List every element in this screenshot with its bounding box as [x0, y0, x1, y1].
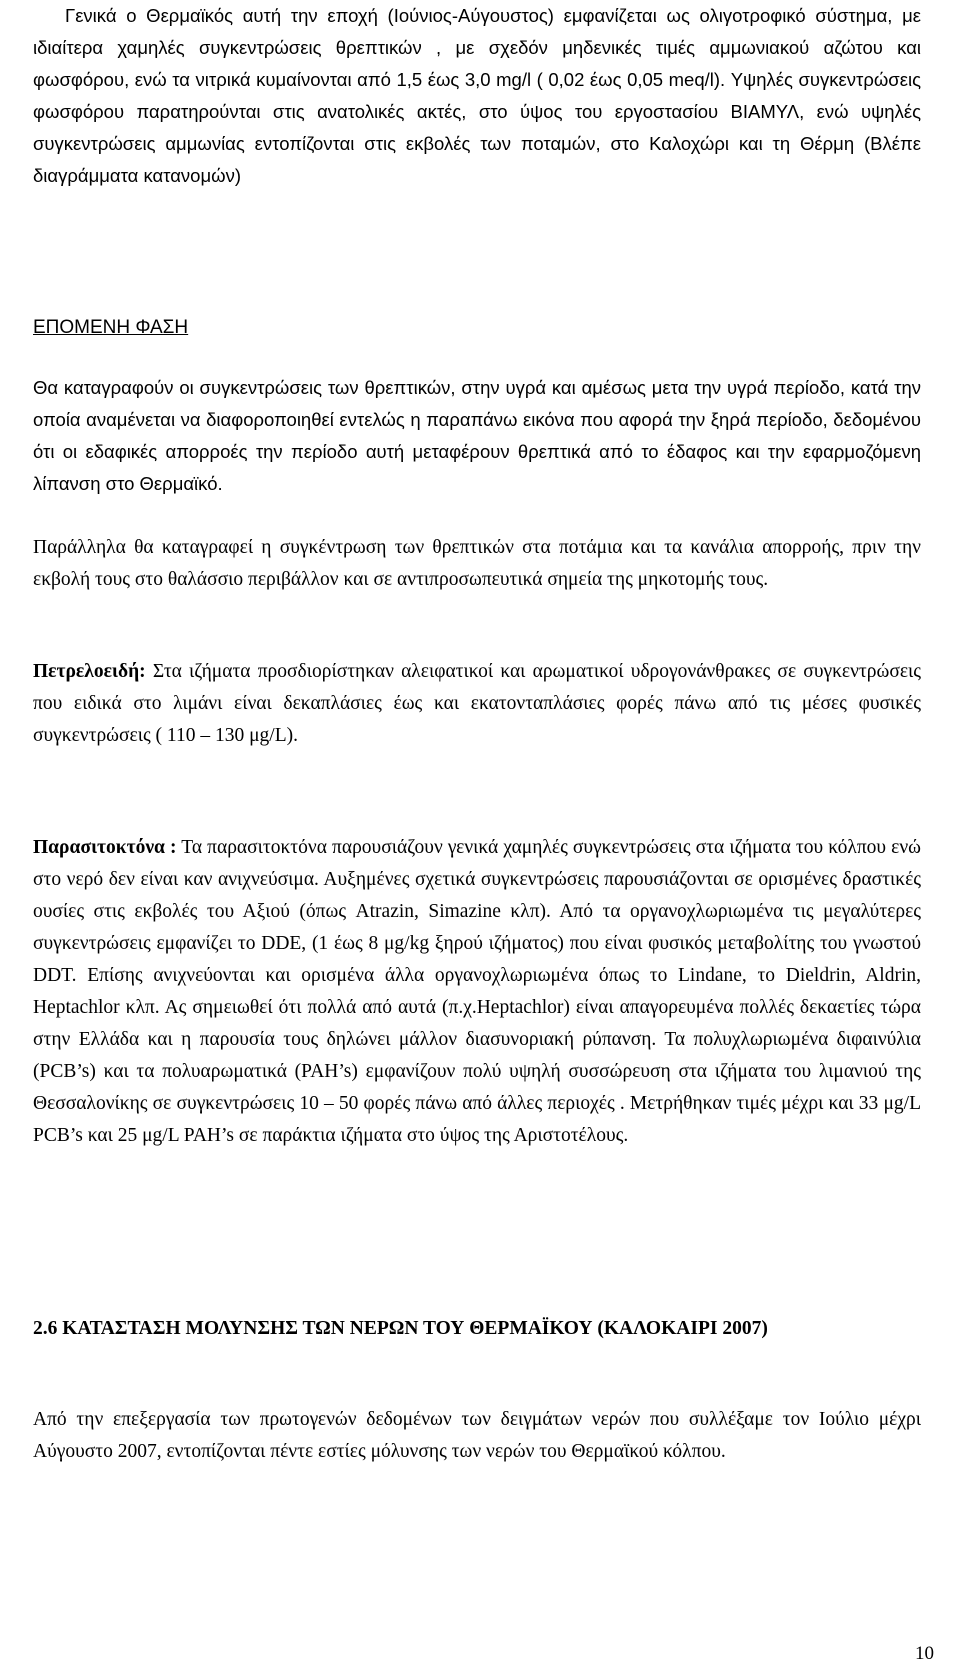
section-heading: 2.6 ΚΑΤΑΣΤΑΣΗ ΜΟΛΥΝΣΗΣ ΤΩΝ ΝΕΡΩΝ ΤΟΥ ΘΕΡΜΑΪΚΟΥ (ΚΑΛΟΚΑΙΡΙ 2007)	[33, 1318, 768, 1339]
paragraph-petroleum	[33, 656, 921, 752]
page-number: 10	[915, 1643, 934, 1664]
pesticides-label: Παρασιτοκτόνα :	[33, 837, 177, 858]
paragraph-nutrients-summary: Γενικά ο Θερμαϊκός αυτή την εποχή (Ιούνιος-Αύγουστος) εμφανίζεται ως ολιγοτροφικό σύστημα, με ιδιαίτερα χαμηλές συγκεντρώσεις θρεπτικών , με σχεδόν μηδενικές τιμές αμμωνιακού αζώτου και φωσφόρου, ενώ τα νιτρικά κυμαίνονται από 1,5 έως 3,0 mg/l ( 0,02 έως 0,05 meq/l). Υψηλές συγκεντρώσεις φωσφόρου παρατηρούνται στις ανατολικές ακτές, στο ύψος του εργοστασίου ΒΙΑΜΥΛ, ενώ υψηλές συγκεντρώσεις αμμωνίας εντοπίζονται στις εκβολές των ποταμών, στο Καλοχώρι και τη Θέρμη (Βλέπε διαγράμματα κατανομών)	[33, 5, 921, 186]
paragraph-contamination-sources: Από την επεξεργασία των πρωτογενών δεδομένων των δειγμάτων νερών που συλλέξαμε τον Ιούλιο μέχρι Αύγουστο 2007, εντοπίζονται πέντε εστίες μόλυνσης των νερών του Θερμαϊκού κόλπου.	[33, 1409, 921, 1462]
next-phase-heading: ΕΠΟΜΕΝΗ ΦΑΣΗ	[33, 317, 189, 338]
petroleum-text: Στα ιζήματα προσδιορίστηκαν αλειφατικοί και αρωματικοί υδρογονάνθρακες σε συγκεντρώσεις που ειδικά στο λιμάνι είναι δεκαπλάσιες έως και εκατονταπλάσιες φορές πάνω από τις μέσες φυσικές συγκεντρώσεις ( 110 – 130 μg/L).	[33, 661, 921, 746]
pesticides-text: Τα παρασιτοκτόνα παρουσιάζουν γενικά χαμηλές συγκεντρώσεις στα ιζήματα του κόλπου ενώ στο νερό δεν είναι καν ανιχνεύσιμα. Αυξημένες σχετικά συγκεντρώσεις παρουσιάζονται σε ορισμένες δραστικές ουσίες στις εκβολές του Αξιού (όπως Atrazin, Simazine κλπ). Από τα οργανοχλωριωμένα τις μεγαλύτερες συγκεντρώσεις εμφανίζει το DDE, (1 έως 8 μg/kg ξηρού ιζήματος) που είναι φυσικός μεταβολίτης του γνωστού DDT. Επίσης ανιχνεύονται και ορισμένα άλλα οργανοχλωριωμένα όπως το Lindane, το Dieldrin, Aldrin, Heptachlor κλπ. Ας σημειωθεί ότι πολλά από αυτά (π.χ.Heptachlor) είναι απαγορευμένα πολλές δεκαετίες τώρα στην Ελλάδα και η παρουσία τους δηλώνει μάλλον διασυνοριακή ρύπανση. Τα πολυχλωριωμένα διφαινύλια (PCB’s) και τα πολυαρωματικά (PAH’s) εμφανίζουν πολύ υψηλή συσσώρευση στα ιζήματα του λιμανιού της Θεσσαλονίκης σε συγκεντρώσεις 10 – 50 φορές πάνω από άλλες περιοχές . Μετρήθηκαν τιμές μέχρι και 33 μg/L PCB’s και 25 μg/L PAH’s σε παράκτια ιζήματα στο ύψος της Αριστοτέλους.	[33, 837, 921, 1146]
petroleum-label: Πετρελοειδή:	[33, 661, 146, 682]
paragraph-pesticides	[33, 832, 921, 1152]
paragraph-rivers-monitoring: Παράλληλα θα καταγραφεί η συγκέντρωση των θρεπτικών στα ποτάμια και τα κανάλια απορροής, πριν την εκβολή τους στο θαλάσσιο περιβάλλον και σε αντιπροσωπευτικά σημεία της μηκοτομής τους.	[33, 537, 921, 590]
paragraph-next-phase: Θα καταγραφούν οι συγκεντρώσεις των θρεπτικών, στην υγρά και αμέσως μετα την υγρά περίοδο, κατά την οποία αναμένεται να διαφοροποιηθεί εντελώς η παραπάνω εικόνα που αφορά την ξηρά περίοδο, δεδομένου ότι οι εδαφικές απορροές την περίοδο αυτή μεταφέρουν θρεπτικά από το έδαφος και την εφαρμοζόμενη λίπανση στο Θερμαϊκό.	[33, 377, 921, 494]
